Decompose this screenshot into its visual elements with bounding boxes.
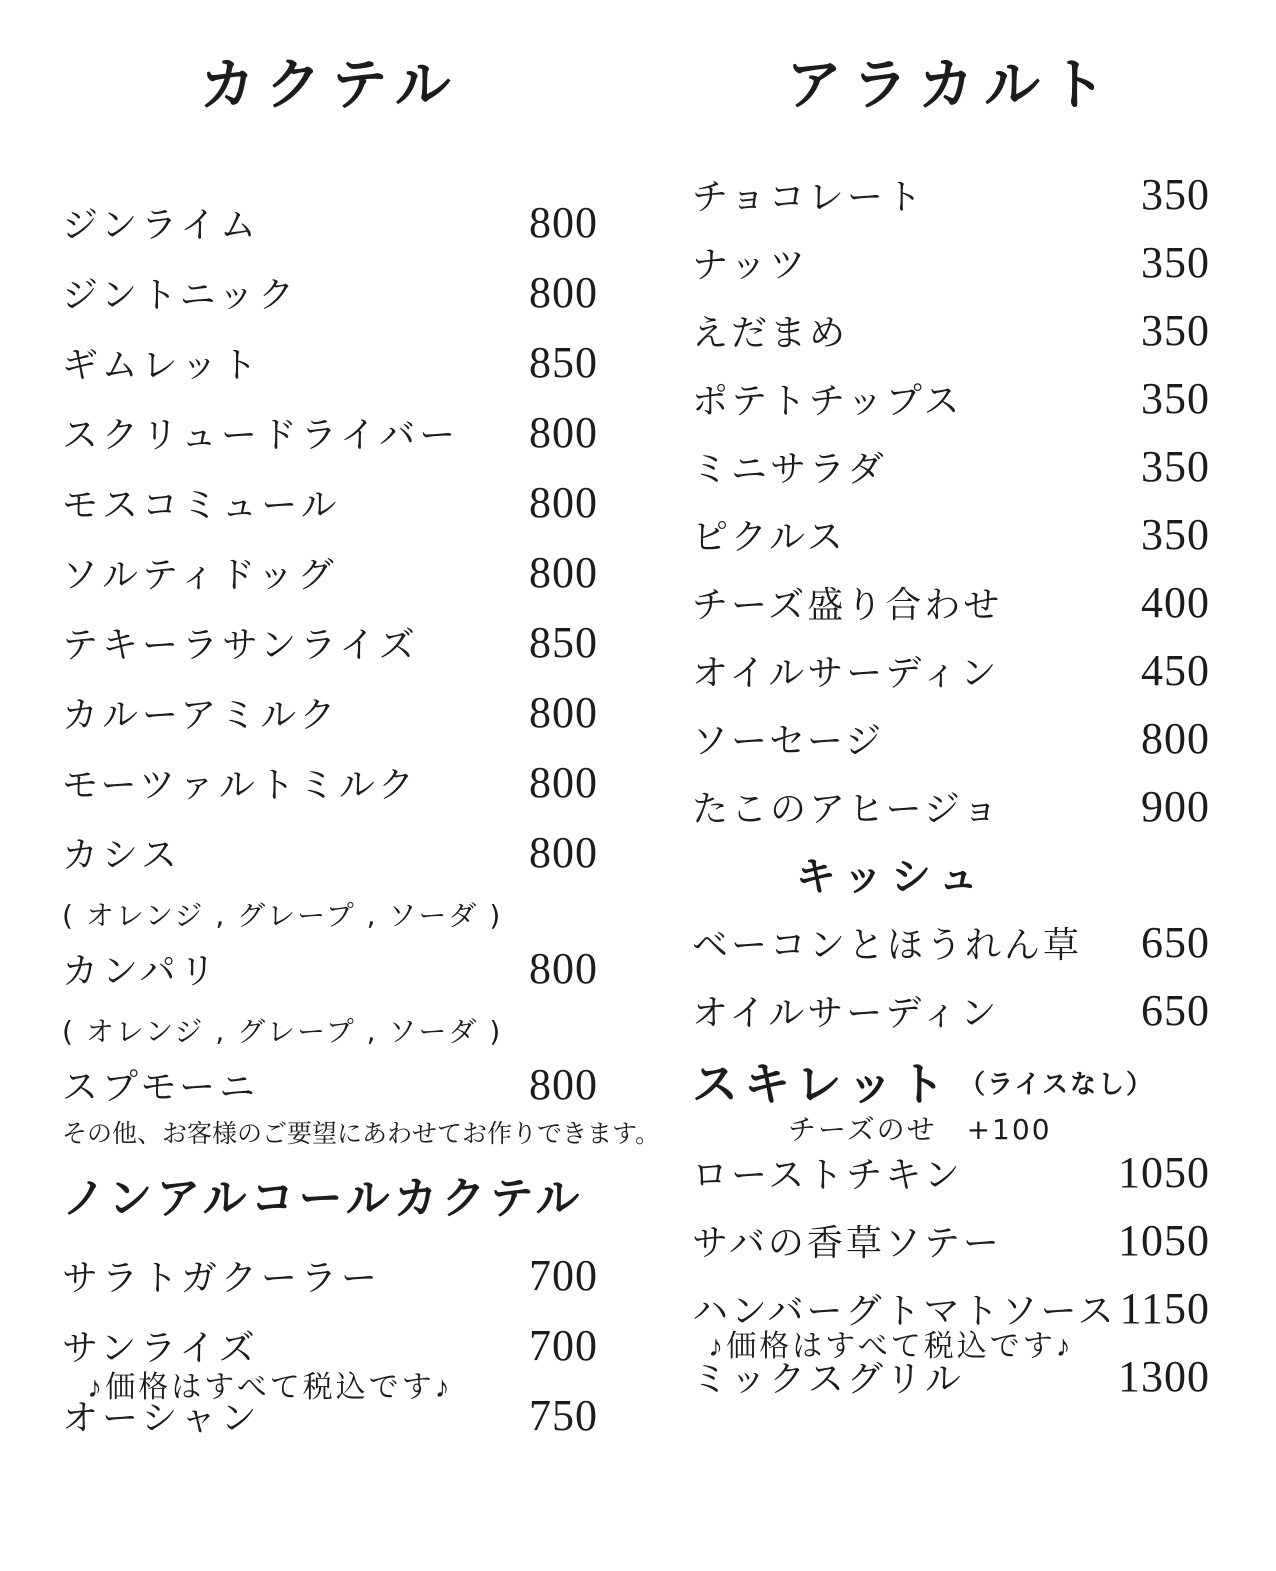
cocktail-section-title: カクテル [199, 53, 461, 118]
cocktail-group-2 [62, 408, 598, 667]
menu-item-row [692, 578, 1210, 627]
item-name: オーシャン [62, 1398, 261, 1439]
item-price: 1050 [1118, 1148, 1210, 1197]
menu-item-row [692, 374, 1210, 423]
alacarte-group-3 [692, 714, 1210, 831]
item-price: 800 [529, 944, 598, 993]
item-price: 400 [1141, 578, 1210, 627]
item-price: 800 [529, 758, 598, 807]
alacarte-section [692, 0, 1210, 1423]
item-name: サバの香草ソテー [692, 1223, 1002, 1264]
menu-item-row [692, 918, 1210, 967]
item-price: 350 [1141, 510, 1210, 559]
item-name: チョコレート [692, 177, 925, 218]
menu-item-row [62, 408, 598, 457]
item-name: ミックスグリル [692, 1359, 964, 1400]
menu-item-row [62, 478, 598, 527]
item-price: 850 [529, 338, 598, 387]
item-name: ソーセージ [692, 721, 885, 762]
non-alcohol-section-title: ノンアルコールカクテル [62, 1173, 584, 1224]
alacarte-list [692, 170, 1210, 1401]
item-name: ジンライム [62, 205, 261, 246]
menu-item-row [692, 1148, 1210, 1197]
menu-item-row [62, 618, 598, 667]
menu-item-row [62, 268, 598, 317]
item-name: ソルティドッグ [62, 555, 338, 596]
item-price: 650 [1141, 986, 1210, 1035]
item-name: カルーアミルク [62, 695, 340, 736]
alacarte-group-2 [692, 442, 1210, 695]
item-price: 800 [529, 478, 598, 527]
tax-included-note: ♪価格はすべて税込です♪ [708, 1330, 1074, 1363]
skillet-title-text: スキレット [692, 1057, 952, 1111]
menu-item-row [62, 944, 598, 993]
menu-item-row [62, 828, 598, 877]
menu-item-row [62, 758, 598, 807]
item-price: 800 [529, 408, 598, 457]
item-price: 750 [529, 1391, 598, 1440]
non-alcohol-group [62, 1251, 598, 1440]
item-price: 800 [529, 198, 598, 247]
item-price: 350 [1141, 238, 1210, 287]
menu-item-row [62, 548, 598, 597]
custom-order-note: その他、お客様のご要望にあわせてお作りできます。 [62, 1119, 661, 1148]
menu-item-row [692, 238, 1210, 287]
item-price: 1300 [1118, 1352, 1210, 1401]
skillet-section-title [692, 1057, 1155, 1113]
item-price: 350 [1141, 374, 1210, 423]
item-name: ミニサラダ [692, 449, 887, 490]
item-price: 800 [529, 828, 598, 877]
menu-item-row [692, 306, 1210, 355]
menu-item-row [62, 1251, 598, 1300]
item-name: チーズ盛り合わせ [692, 585, 1003, 626]
alacarte-section-title: アラカルト [786, 53, 1116, 118]
alacarte-group-1 [692, 170, 1210, 423]
quiche-group [692, 918, 1210, 1035]
item-price: 350 [1141, 306, 1210, 355]
item-price: 350 [1141, 170, 1210, 219]
item-name: ギムレット [62, 345, 262, 386]
menu-item-row [692, 170, 1210, 219]
item-price: 800 [1141, 714, 1210, 763]
menu-item-row [692, 1216, 1210, 1265]
item-name: モスコミュール [62, 485, 341, 526]
cocktail-list [62, 198, 661, 1440]
item-name: ナッツ [692, 245, 809, 286]
menu-item-row [62, 688, 598, 737]
menu-item-row [692, 714, 1210, 763]
item-name: ポテトチップス [692, 381, 963, 422]
item-name: ローストチキン [692, 1155, 963, 1196]
item-name: モーツァルトミルク [62, 765, 419, 806]
menu-item-row [692, 782, 1210, 831]
menu-item-row [692, 646, 1210, 695]
item-name: ジントニック [62, 275, 299, 316]
item-price: 700 [529, 1321, 598, 1370]
item-name: スプモーニ [62, 1067, 260, 1108]
item-price: 1150 [1119, 1284, 1210, 1333]
cocktail-group-1 [62, 198, 598, 387]
item-name: スクリュードライバー [62, 415, 460, 456]
item-price: 900 [1141, 782, 1210, 831]
item-price: 450 [1141, 646, 1210, 695]
item-price: 1050 [1118, 1216, 1210, 1265]
item-name: テキーラサンライズ [62, 625, 419, 666]
menu-item-row [62, 198, 598, 247]
item-name: カンパリ [62, 951, 220, 992]
item-price: 700 [529, 1251, 598, 1300]
item-flavor-note: ( オレンジ , グレープ , ソーダ ) [62, 899, 503, 932]
item-name: オイルサーディン [692, 993, 1000, 1034]
item-name: ピクルス [692, 517, 846, 558]
skillet-cheese-option: チーズのせ +100 [788, 1113, 1052, 1146]
menu-item-row [62, 1060, 598, 1109]
item-price: 650 [1141, 918, 1210, 967]
cocktail-section [62, 0, 661, 1464]
item-flavor-note: ( オレンジ , グレープ , ソーダ ) [62, 1015, 503, 1048]
item-price: 800 [529, 548, 598, 597]
menu-item-row [692, 510, 1210, 559]
item-name: ハンバーグトマトソース [692, 1291, 1117, 1332]
skillet-no-rice-note: （ライスなし） [959, 1070, 1155, 1100]
item-price: 800 [529, 688, 598, 737]
item-price: 800 [529, 1060, 598, 1109]
menu-item-row [692, 442, 1210, 491]
item-name: サンライズ [62, 1328, 259, 1369]
item-name: サラトガクーラー [62, 1258, 381, 1299]
item-name: カシス [62, 835, 181, 876]
item-name: ベーコンとほうれん草 [692, 925, 1083, 966]
item-price: 350 [1141, 442, 1210, 491]
item-price: 800 [529, 268, 598, 317]
cocktail-group-3 [62, 688, 598, 1109]
menu-item-row [692, 986, 1210, 1035]
quiche-section-title: キッシュ [795, 854, 987, 900]
menu-item-row [62, 338, 598, 387]
tax-included-note: ♪価格はすべて税込です♪ [87, 1371, 453, 1404]
item-name: えだまめ [692, 313, 849, 354]
item-name: オイルサーディン [692, 653, 1000, 694]
item-name: たこのアヒージョ [692, 789, 1002, 830]
item-price: 850 [529, 618, 598, 667]
